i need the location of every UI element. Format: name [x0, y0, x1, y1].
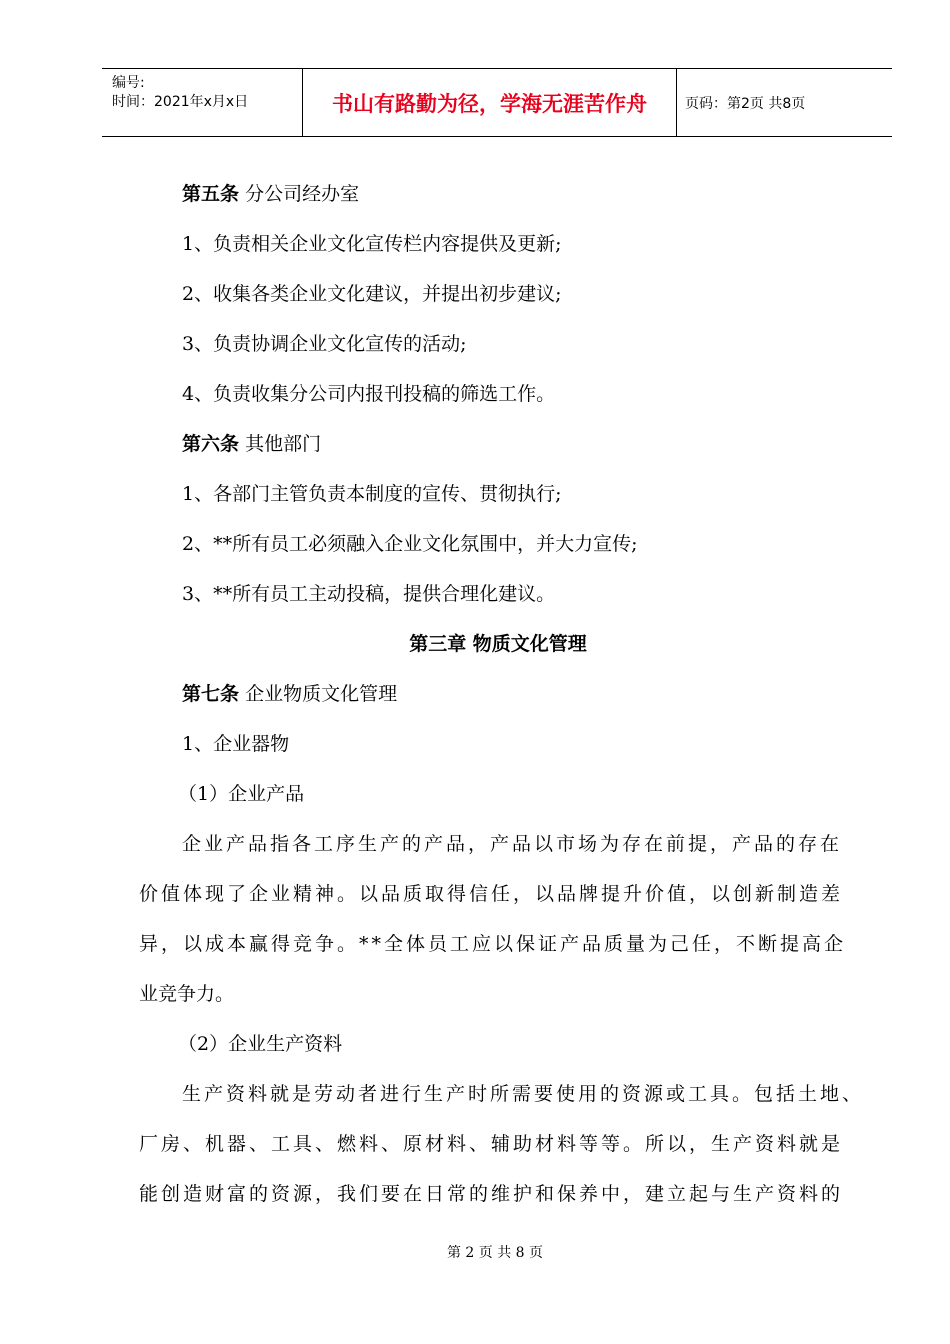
article-title: 第七条 [182, 683, 240, 705]
article-name: 企业物质文化管理 [245, 683, 398, 705]
article-5-heading [182, 181, 359, 207]
paragraph-line: 异，以成本赢得竞争。**全体员工应以保证产品质量为己任，不断提高企 [139, 933, 847, 955]
list-item: 2、收集各类企业文化建议，并提出初步建议; [182, 283, 562, 305]
paragraph-line: 企业产品指各工序生产的产品，产品以市场为存在前提，产品的存在 [182, 833, 843, 855]
list-item: 3、**所有员工主动投稿，提供合理化建议。 [182, 583, 556, 605]
header-motto-cell [303, 69, 677, 136]
document-header [102, 68, 892, 137]
list-item: 3、负责协调企业文化宣传的活动; [182, 333, 467, 355]
subsection-heading: （2）企业生产资料 [178, 1033, 343, 1055]
article-name: 分公司经办室 [245, 183, 360, 205]
list-item: 1、负责相关企业文化宣传栏内容提供及更新; [182, 233, 562, 255]
article-7-heading [182, 681, 397, 707]
subsection-heading: （1）企业产品 [178, 783, 305, 805]
header-motto: 书山有路勤为径，学海无涯苦作舟 [332, 91, 647, 116]
paragraph-line: 厂房、机器、工具、燃料、原材料、辅助材料等等。所以，生产资料就是 [139, 1133, 844, 1155]
article-title: 第六条 [182, 433, 240, 455]
document-date: 时间：2021年x月x日 [112, 94, 249, 110]
header-page-info: 页码：第2页 共8页 [685, 95, 806, 112]
header-meta-cell [102, 69, 303, 136]
list-item: 4、负责收集分公司内报刊投稿的筛选工作。 [182, 383, 556, 405]
header-page-cell [677, 69, 892, 136]
chapter-heading: 第三章 物质文化管理 [409, 633, 587, 655]
document-number-label: 编号: [112, 75, 145, 91]
article-name: 其他部门 [245, 433, 322, 455]
paragraph-line: 价值体现了企业精神。以品质取得信任，以品牌提升价值，以创新制造差 [139, 883, 844, 905]
list-item: 2、**所有员工必须融入企业文化氛围中，并大力宣传; [182, 533, 638, 555]
subsection-heading: 1、企业器物 [182, 733, 290, 755]
article-title: 第五条 [182, 183, 240, 205]
paragraph-line: 能创造财富的资源，我们要在日常的维护和保养中，建立起与生产资料的 [139, 1183, 844, 1205]
page-footer: 第 2 页 共 8 页 [446, 1245, 544, 1261]
paragraph-line: 生产资料就是劳动者进行生产时所需要使用的资源或工具。包括土地、 [182, 1083, 865, 1105]
list-item: 1、各部门主管负责本制度的宣传、贯彻执行; [182, 483, 562, 505]
article-6-heading [182, 431, 321, 457]
paragraph-line: 业竞争力。 [139, 983, 235, 1005]
